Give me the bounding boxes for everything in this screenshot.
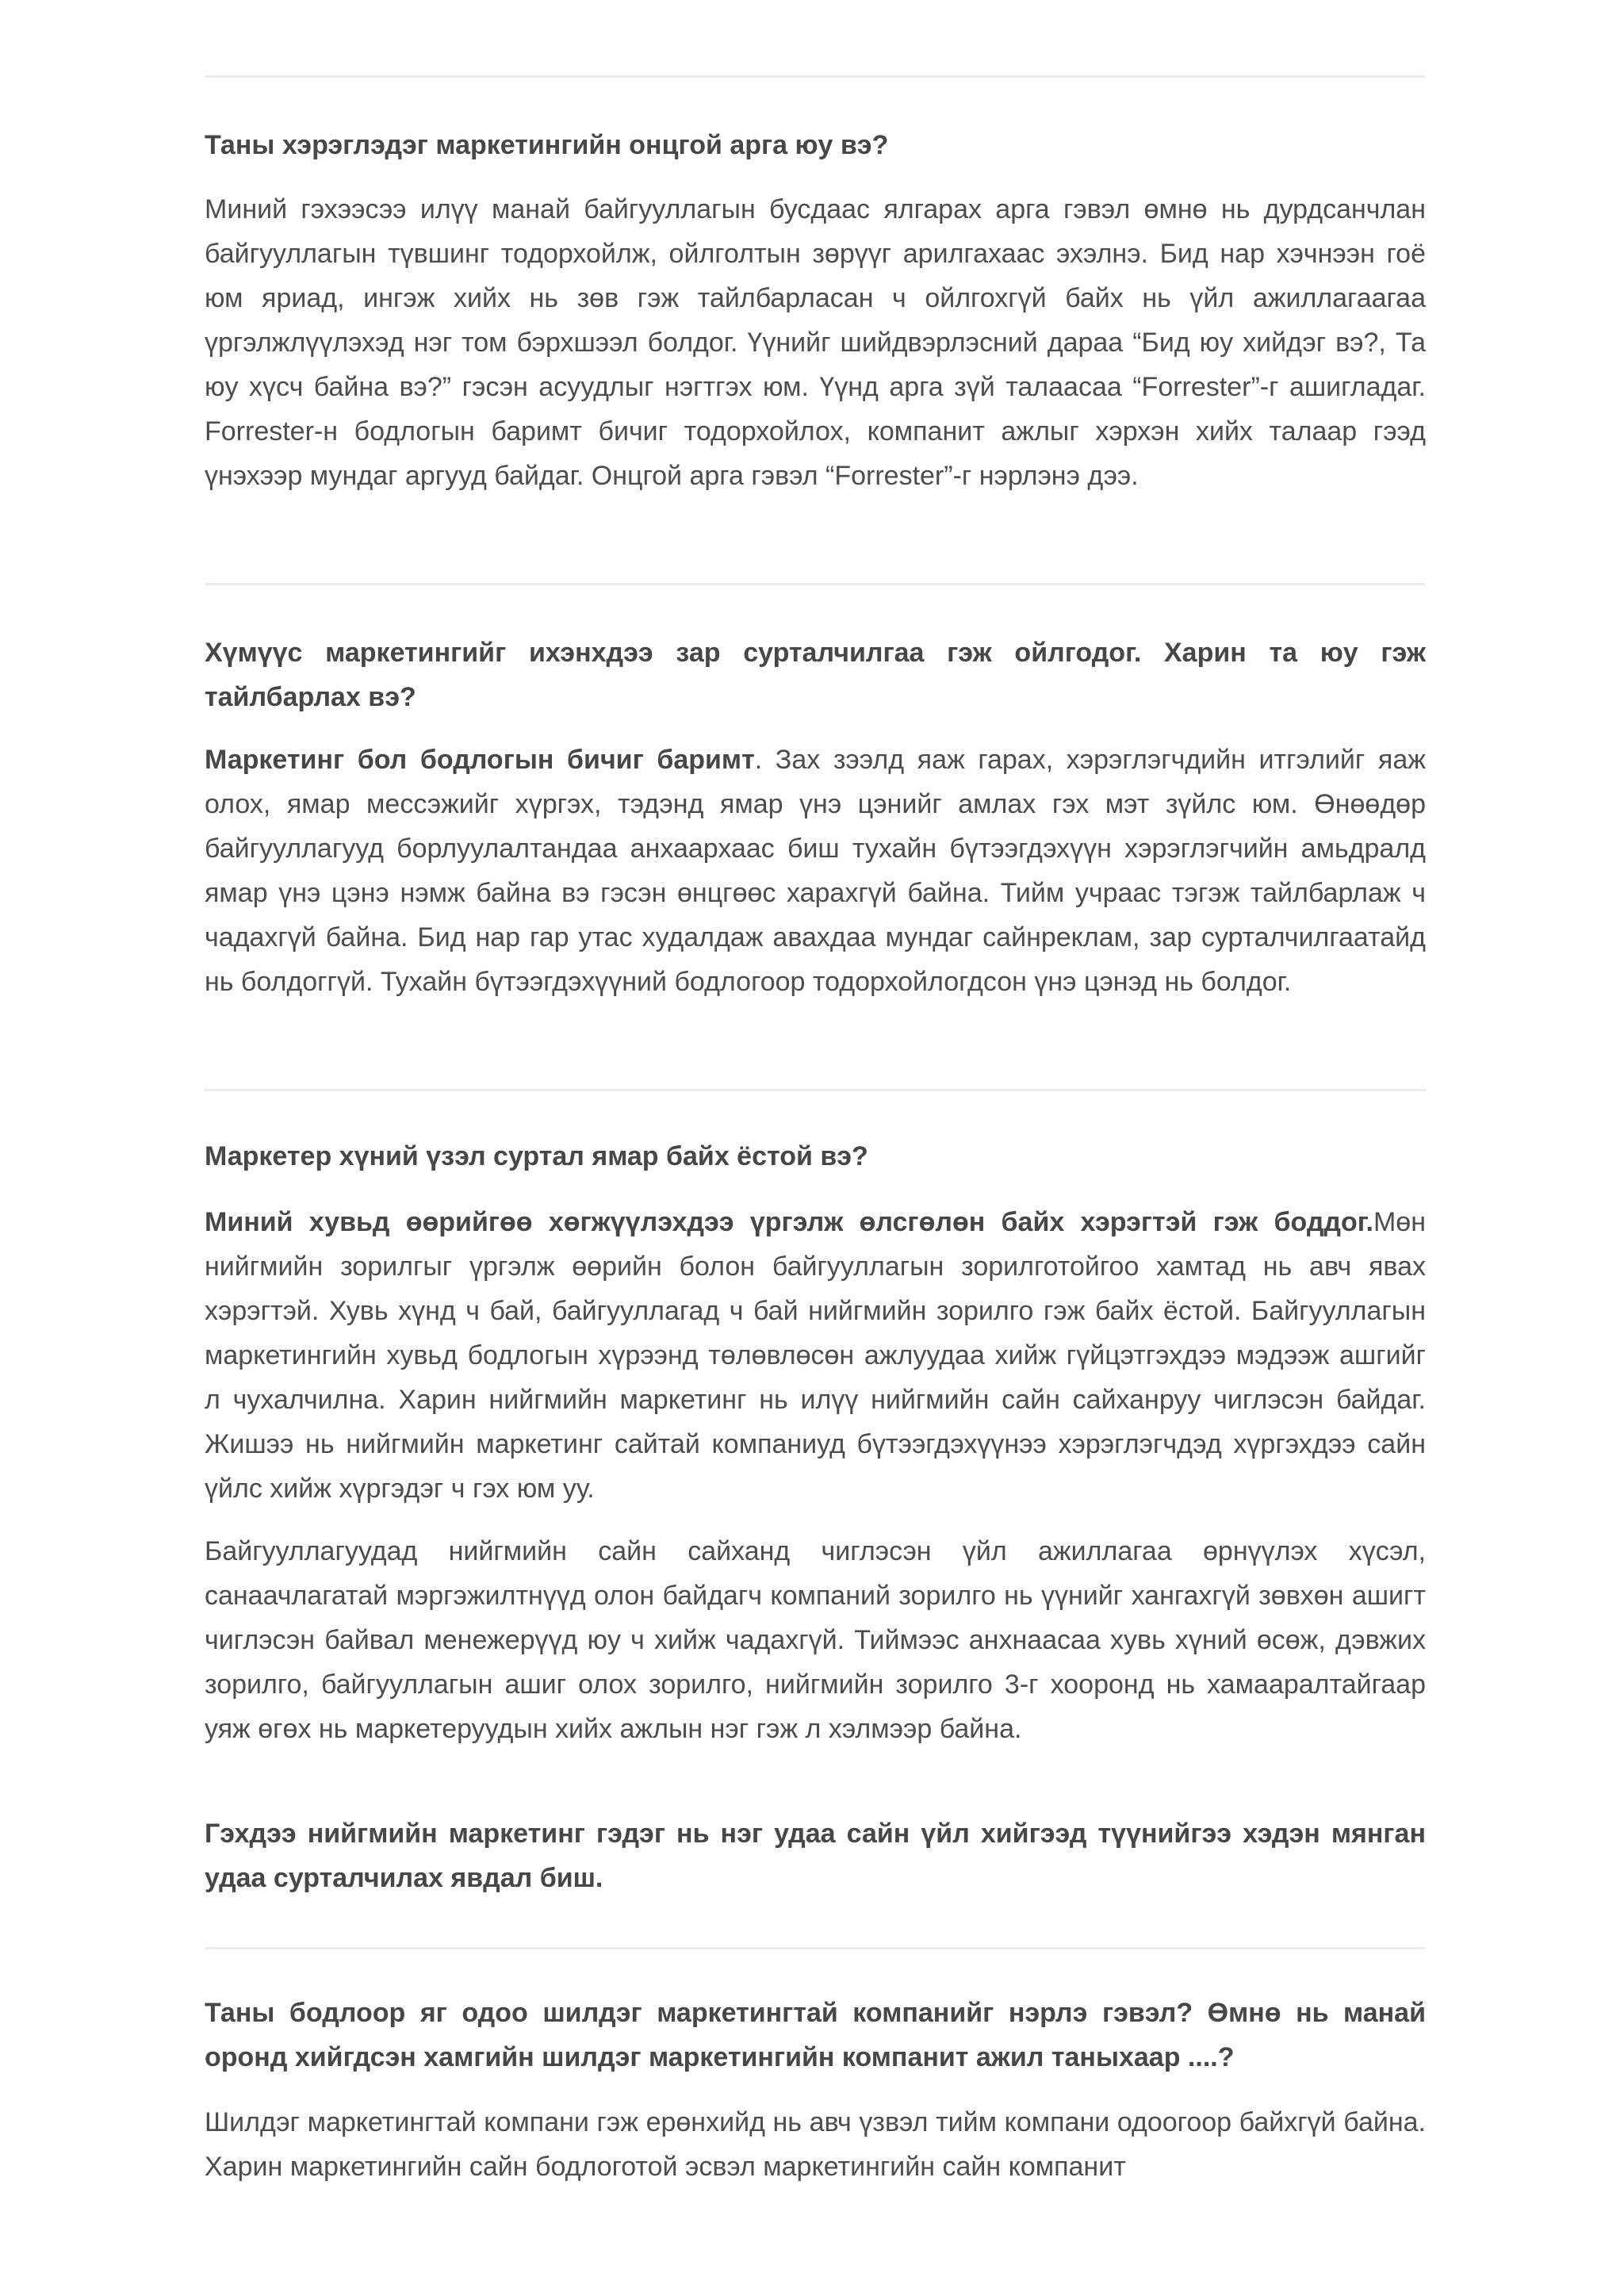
divider xyxy=(205,1089,1426,1091)
question-heading: Хүмүүс маркетингийг ихэнхдээ зар сурталчилгаа гэж ойлгодог. Харин та юу гэж тайлбарлах вэ? xyxy=(205,638,1426,712)
answer-paragraph-bold xyxy=(205,1811,1426,1900)
question-heading: Таны бодлоор яг одоо шилдэг маркетингтай компанийг нэрлэ гэвэл? Өмнө нь манай оронд хийгдсэн хамгийн шилдэг маркетингийн компанит ажил таныхаар ....? xyxy=(205,1998,1426,2072)
answer-text: Мөн нийгмийн зорилгыг үргэлж өөрийн болон байгууллагын зорилготойгоо хамтад нь авч явах хэрэгтэй. Хувь хүнд ч бай, байгууллагад ч бай нийгмийн зорилго гэж байх ёстой. Байгууллагын маркетингийн хувьд бодлогын хүрээнд төлөвлөсөн ажлуудаа хийж гүйцэтгэхдээ мэдээж ашгийг л чухалчилна. Харин нийгмийн маркетинг нь илүү нийгмийн сайн сайханруу чиглэсэн байдаг. Жишээ нь нийгмийн маркетинг сайтай компаниуд бүтээгдэхүүнээ хэрэглэгчдэд хүргэхдээ сайн үйлс хийж хүргэдэг ч гэх юм уу. xyxy=(205,1207,1426,1504)
answer-paragraph xyxy=(205,187,1426,498)
question-heading: Таны хэрэглэдэг маркетингийн онцгой арга юу вэ? xyxy=(205,130,889,160)
answer-lead-bold: Миний хувьд өөрийгөө хөгжүүлэхдээ үргэлж өлсгөлөн байх хэрэгтэй гэж боддог. xyxy=(205,1207,1373,1237)
answer-lead-bold: Маркетинг бол бодлогын бичиг баримт xyxy=(205,745,755,775)
answer-text: . Зах зээлд яаж гарах, хэрэглэгчдийн итгэлийг яаж олох, ямар мессэжийг хүргэх, тэдэнд ямар үнэ цэнийг амлах гэх мэт зүйлс юм. Өнөөдөр байгууллагууд борлуулалтандаа анхаархаас биш тухайн бүтээгдэхүүн хэрэглэгчийн амьдралд ямар үнэ цэнэ нэмж байна вэ гэсэн өнцгөөс харахгүй байна. Тийм учраас тэгэж тайлбарлаж ч чадахгүй байна. Бид нар гар утас худалдаж авахдаа мундаг сайнреклам, зар сурталчилгаатайд нь болдоггүй. Тухайн бүтээгдэхүүний бодлогоор тодорхойлогдсон үнэ цэнэд нь болдог. xyxy=(205,745,1426,997)
answer-text: Миний гэхээсээ илүү манай байгууллагын бусдаас ялгарах арга гэвэл өмнө нь дурдсанчлан байгууллагын түвшинг тодорхойлж, ойлголтын зөрүүг арилгахаас эхэлнэ. Бид нар хэчнээн гоё юм яриад, ингэж хийх нь зөв гэж тайлбарласан ч ойлгохгүй байх нь үйл ажиллагаагаа үргэлжлүүлэхэд нэг том бэрхшээл болдог. Үүнийг шийдвэрлэсний дараа “Бид юу хийдэг вэ?, Та юу хүсч байна вэ?” гэсэн асуудлыг нэгтгэх юм. Үүнд арга зүй талаасаа “Forrester”-г ашигладаг. Forrester-н бодлогын баримт бичиг тодорхойлох, компанит ажлыг хэрхэн хийх талаар гээд үнэхээр мундаг аргууд байдаг. Онцгой арга гэвэл “Forrester”-г нэрлэнэ дээ. xyxy=(205,194,1426,491)
divider xyxy=(205,1947,1426,1949)
answer-paragraph xyxy=(205,2100,1426,2189)
answer-text: Шилдэг маркетингтай компани гэж ерөнхийд нь авч үзвэл тийм компани одоогоор байхгүй байна. Харин маркетингийн сайн бодлоготой эсвэл маркетингийн сайн компанит xyxy=(205,2107,1426,2182)
answer-paragraph xyxy=(205,738,1426,1004)
answer-paragraph xyxy=(205,1200,1426,1511)
divider xyxy=(205,583,1426,585)
answer-paragraph xyxy=(205,1529,1426,1751)
answer-lead-bold: Гэхдээ нийгмийн маркетинг гэдэг нь нэг удаа сайн үйл хийгээд түүнийгээ хэдэн мянган удаа сурталчилах явдал биш. xyxy=(205,1819,1426,1893)
divider xyxy=(205,75,1426,78)
question-heading: Маркетер хүний үзэл суртал ямар байх ёстой вэ? xyxy=(205,1141,868,1171)
answer-text: Байгууллагуудад нийгмийн сайн сайханд чиглэсэн үйл ажиллагаа өрнүүлэх хүсэл, санаачлагатай мэргэжилтнүүд олон байдагч компаний зорилго нь үүнийг хангахгүй зөвхөн ашигт чиглэсэн байвал менежерүүд юу ч хийж чадахгүй. Тиймээс анхнаасаа хувь хүний өсөж, дэвжих зорилго, байгууллагын ашиг олох зорилго, нийгмийн зорилго 3-г хооронд нь хамааралтайгаар уяж өгөх нь маркетеруудын хийх ажлын нэг гэж л хэлмээр байна. xyxy=(205,1536,1426,1744)
